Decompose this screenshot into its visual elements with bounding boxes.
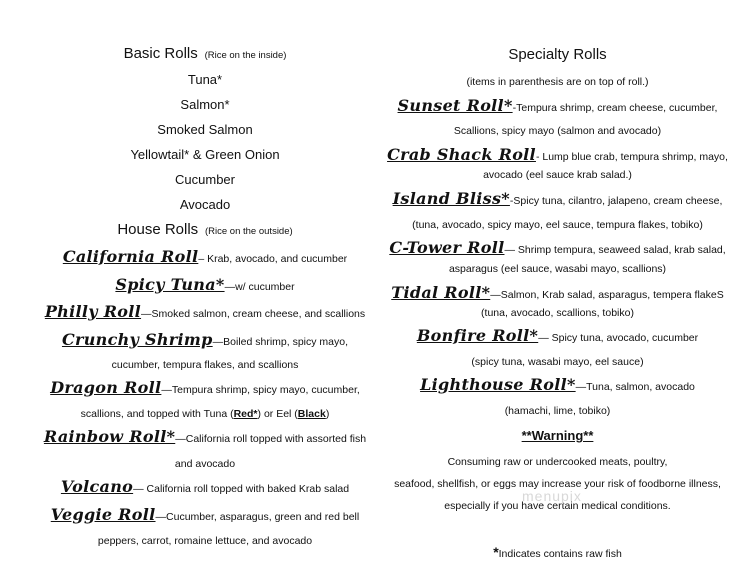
roll-bonfire (370, 326, 745, 345)
roll-description: (spicy tuna, wasabi mayo, eel sauce) (471, 356, 644, 368)
roll-sunset (370, 96, 745, 115)
warning-title: **Warning** (521, 428, 594, 443)
roll-description: —Boiled shrimp, spicy mayo, (212, 336, 349, 348)
roll-name: Philly Roll (44, 302, 142, 321)
roll-description: - Lump blue crab, tempura shrimp, mayo, (535, 151, 728, 163)
roll-description: —Smoked salmon, cream cheese, and scallions (141, 308, 366, 320)
roll-crunchy-shrimp (0, 330, 410, 349)
roll-crab-shack (370, 145, 745, 164)
house-rolls-heading (0, 221, 410, 241)
menu-item: Avocado (179, 197, 231, 212)
basic-rolls-note: (Rice on the inside) (204, 50, 287, 61)
roll-description: peppers, carrot, romaine lettuce, and avocado (97, 535, 313, 547)
roll-lighthouse (370, 375, 745, 394)
roll-description: —Tuna, salmon, avocado (575, 381, 695, 393)
roll-description: avocado (eel sauce krab salad.) (483, 169, 632, 181)
roll-name: Rainbow Roll* (43, 427, 176, 446)
specialty-rolls-title: Specialty Rolls (508, 46, 607, 63)
menu-item: Tuna* (187, 72, 223, 87)
roll-name: Veggie Roll (50, 505, 156, 524)
roll-island-bliss (370, 189, 745, 208)
roll-description (0, 407, 410, 421)
roll-description: and avocado (174, 458, 236, 470)
roll-name: Crunchy Shrimp (61, 330, 213, 349)
roll-description: – Krab, avocado, and cucumber (198, 253, 348, 265)
footnote-text: Indicates contains raw fish (498, 548, 622, 560)
desc-part: ) or Eel ( (257, 408, 298, 420)
roll-description: —Salmon, Krab salad, asparagus, tempera flakeS (490, 289, 724, 301)
house-rolls-note: (Rice on the outside) (205, 226, 293, 237)
basic-rolls-title: Basic Rolls (123, 45, 198, 62)
roll-name: C-Tower Roll (389, 238, 505, 257)
roll-tidal (370, 283, 745, 302)
roll-name: Crab Shack Roll (387, 145, 536, 164)
specialty-rolls-note: (items in parenthesis are on top of roll.) (466, 76, 649, 88)
desc-part: ) (325, 408, 330, 420)
roll-name: Sunset Roll* (397, 96, 513, 115)
roll-name: Dragon Roll (50, 378, 162, 397)
raw-fish-footnote (370, 545, 745, 561)
red-option: Red* (233, 408, 258, 420)
warning-line: seafood, shellfish, or eggs may increase your risk of foodborne illness, (394, 478, 721, 490)
menu-item: Salmon* (180, 97, 230, 112)
menu-item: Smoked Salmon (157, 122, 253, 137)
watermark: menupix (522, 488, 582, 504)
roll-description: Scallions, spicy mayo (salmon and avocado) (453, 125, 662, 137)
roll-description: asparagus (eel sauce, wasabi mayo, scallions) (448, 263, 667, 275)
basic-rolls-heading (0, 45, 410, 65)
roll-description: — California roll topped with baked Krab salad (133, 483, 350, 495)
roll-rainbow (0, 427, 410, 446)
roll-description: —Tempura shrimp, spicy mayo, cucumber, (161, 384, 360, 396)
roll-name: Bonfire Roll* (416, 326, 539, 345)
roll-description: (tuna, avocado, scallions, tobiko) (481, 307, 634, 319)
roll-description: —Cucumber, asparagus, green and red bell (155, 511, 360, 523)
menu-item: Cucumber (175, 172, 235, 187)
roll-description: — Shrimp tempura, seaweed salad, krab salad, (504, 244, 726, 256)
warning-line: especially if you have certain medical conditions. (444, 500, 671, 512)
roll-name: Tidal Roll* (391, 283, 491, 302)
black-option: Black (297, 408, 326, 420)
roll-description: (hamachi, lime, tobiko) (504, 405, 611, 417)
roll-veggie (0, 505, 410, 524)
menu-item: Yellowtail* & Green Onion (130, 147, 280, 162)
roll-philly (0, 302, 410, 321)
house-rolls-title: House Rolls (117, 221, 199, 238)
roll-name: Spicy Tuna* (115, 275, 225, 294)
roll-description: -Spicy tuna, cilantro, jalapeno, cream cheese, (509, 195, 723, 207)
roll-description: —w/ cucumber (224, 281, 295, 293)
roll-name: Lighthouse Roll* (420, 375, 576, 394)
roll-name: Volcano (60, 477, 134, 496)
roll-dragon (0, 378, 410, 397)
warning-line: Consuming raw or undercooked meats, poultry, (447, 456, 668, 468)
roll-name: California Roll (62, 247, 199, 266)
desc-part: scallions, and topped with Tuna ( (80, 408, 234, 420)
roll-description: (tuna, avocado, spicy mayo, eel sauce, tempura flakes, tobiko) (412, 219, 703, 231)
roll-california (0, 247, 410, 266)
roll-volcano (0, 477, 410, 496)
asterisk: * (493, 544, 499, 560)
roll-c-tower (370, 238, 745, 257)
roll-description: cucumber, tempura flakes, and scallions (111, 359, 299, 371)
roll-name: Island Bliss* (392, 189, 510, 208)
roll-description: — Spicy tuna, avocado, cucumber (538, 332, 699, 344)
roll-description: -Tempura shrimp, cream cheese, cucumber, (512, 102, 718, 114)
roll-spicy-tuna (0, 275, 410, 294)
roll-description: —California roll topped with assorted fish (175, 433, 367, 445)
